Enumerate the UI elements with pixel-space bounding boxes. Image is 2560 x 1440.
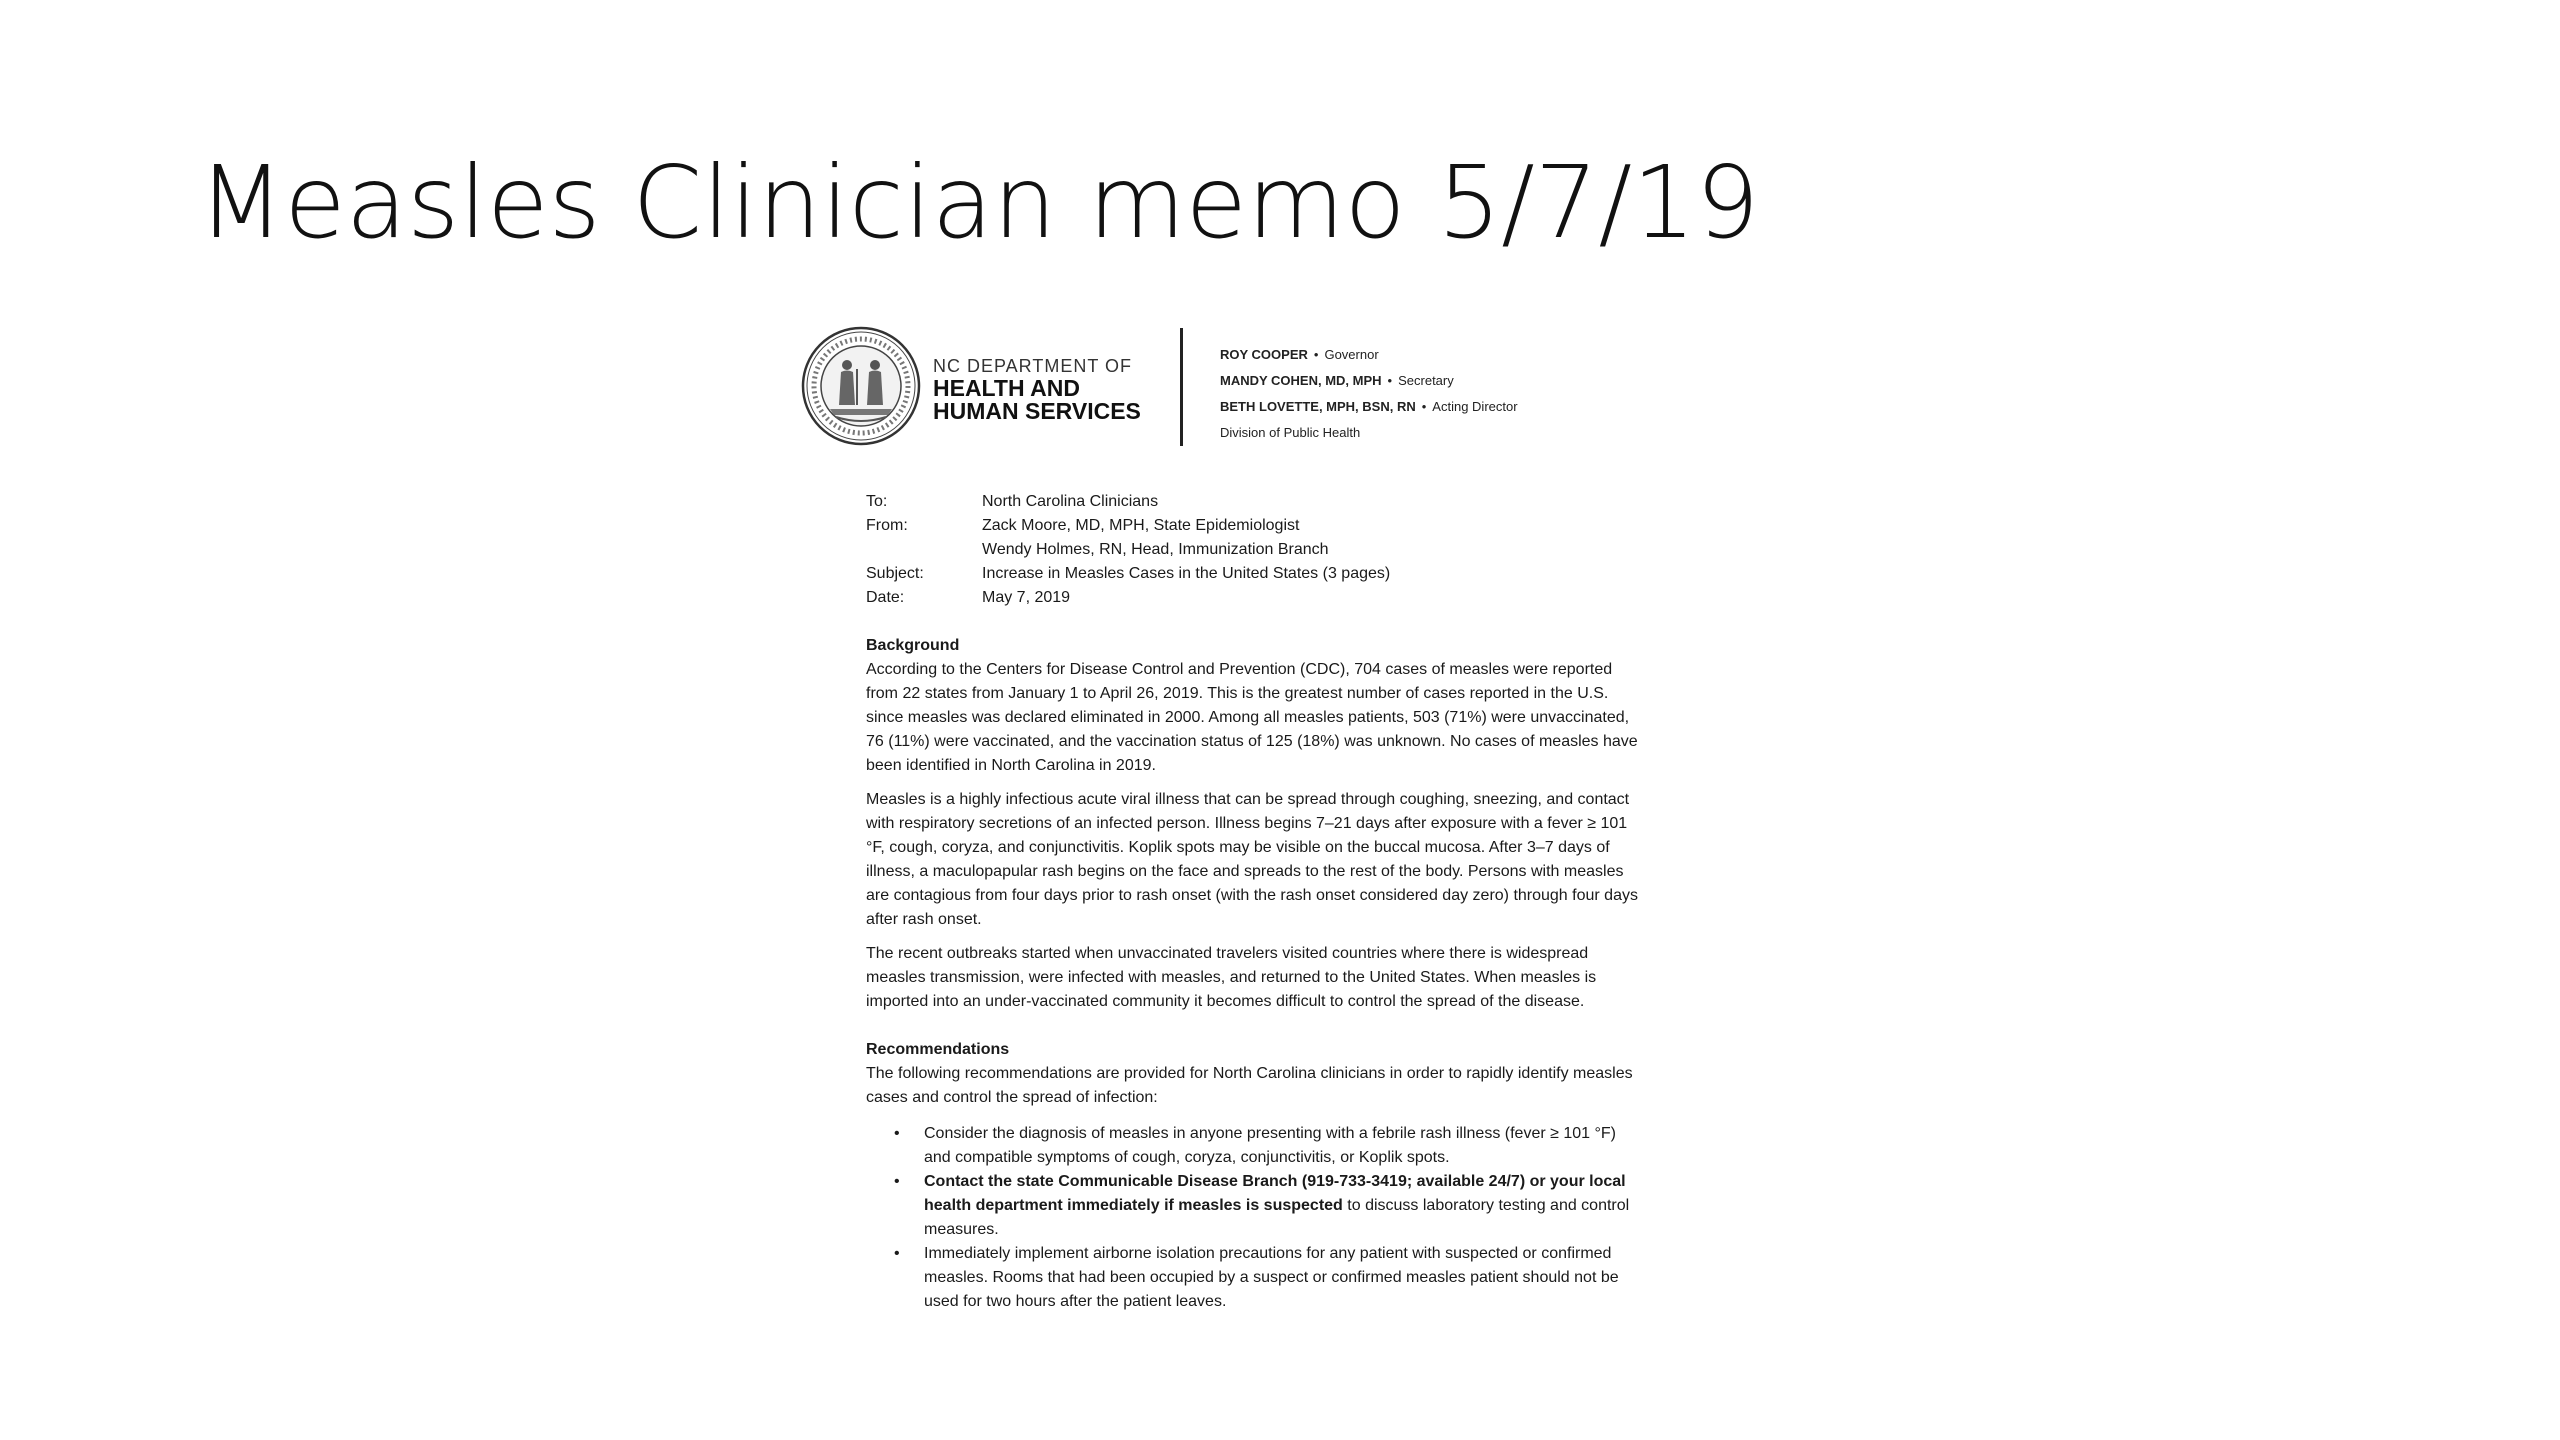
memo-header-fields <box>866 490 1586 610</box>
official-name: BETH LOVETTE, MPH, BSN, RN <box>1220 399 1416 414</box>
header-field-date <box>866 586 1586 610</box>
field-value: North Carolina Clinicians <box>982 493 1159 510</box>
field-label <box>866 538 982 562</box>
letterhead <box>800 322 1640 450</box>
background-paragraph: The recent outbreaks started when unvaccinated travelers visited countries where there is widespread measles transmission, were infected with measles, and returned to the United States. When measles is imported into an under-vaccinated community it becomes difficult to control the spread of the disease. <box>866 945 1597 1010</box>
field-value: Increase in Measles Cases in the United States (3 pages) <box>982 565 1391 582</box>
dept-line3: HUMAN SERVICES <box>933 398 1141 424</box>
officials-list <box>1220 342 1518 446</box>
recommendation-item <box>894 1242 1641 1314</box>
official-secretary: MANDY COHEN, MD, MPH • Secretary <box>1220 373 1454 388</box>
memo-document <box>800 322 1640 1352</box>
bullet-icon: • <box>894 1245 900 1262</box>
nc-state-seal-icon <box>800 325 922 447</box>
field-label: Subject: <box>866 565 924 582</box>
recommendation-text: Immediately implement airborne isolation precautions for any patient with suspected or confirmed measles. Rooms that had been occupied by a suspect or confirmed measles patient should not be used for two hours after the patient leaves. <box>924 1245 1619 1310</box>
recommendations-list <box>866 1122 1641 1314</box>
bullet-icon: • <box>894 1125 900 1142</box>
official-title: Secretary <box>1398 373 1454 388</box>
recommendation-text: Consider the diagnosis of measles in anyone presenting with a febrile rash illness (fever ≥ 101 °F) and compatible symptoms of cough, coryza, conjunctivitis, or Koplik spots. <box>924 1125 1616 1166</box>
letterhead-divider <box>1180 328 1183 446</box>
official-title: Governor <box>1324 347 1379 362</box>
field-label: From: <box>866 517 908 534</box>
recommendation-item <box>894 1122 1641 1170</box>
department-name <box>933 356 1173 423</box>
official-name: MANDY COHEN, MD, MPH <box>1220 373 1382 388</box>
official-name: ROY COOPER <box>1220 347 1308 362</box>
slide-title: Measles Clinician memo 5/7/19 <box>198 144 1760 261</box>
header-field-subject <box>866 562 1586 586</box>
official-governor: ROY COOPER • Governor <box>1220 347 1379 362</box>
field-value: May 7, 2019 <box>982 589 1071 606</box>
background-paragraph: According to the Centers for Disease Control and Prevention (CDC), 704 cases of measles were reported from 22 states from January 1 to April 26, 2019. This is the greatest number of cases reported in the U.S. since measles was declared eliminated in 2000. Among all measles patients, 503 (71%) were unvaccinated, 76 (11%) were vaccinated, and the vaccination status of 125 (18%) was unknown. No cases of measles have been identified in North Carolina in 2019. <box>866 661 1638 774</box>
division-name: Division of Public Health <box>1220 425 1361 440</box>
background-paragraph: Measles is a highly infectious acute viral illness that can be spread through coughing, sneezing, and contact with respiratory secretions of an infected person. Illness begins 7–21 days after exposure with a fever ≥ 101 °F, cough, coryza, and conjunctivitis. Koplik spots may be visible on the buccal mucosa. After 3–7 days of illness, a maculopapular rash begins on the face and spreads to the rest of the body. Persons with measles are contagious from four days prior to rash onset (with the rash onset considered day zero) through four days after rash onset. <box>866 791 1638 928</box>
recommendation-item <box>894 1170 1641 1242</box>
memo-body <box>866 634 1641 1314</box>
header-field-from <box>866 514 1586 538</box>
recommendation-bold: Contact the state Communicable Disease Branch (919-733-3419; available 24/7) or your local health department immediately if measles is suspected <box>924 1173 1626 1214</box>
header-field-from-2 <box>866 538 1586 562</box>
bullet-icon: • <box>894 1173 900 1190</box>
field-label: To: <box>866 493 888 510</box>
field-value: Zack Moore, MD, MPH, State Epidemiologist <box>982 517 1300 534</box>
recommendation-text: to discuss laboratory testing and control measures. <box>924 1197 1630 1238</box>
header-field-to <box>866 490 1586 514</box>
background-heading: Background <box>866 637 960 654</box>
field-label: Date: <box>866 589 905 606</box>
recommendations-heading: Recommendations <box>866 1041 1010 1058</box>
official-title: Acting Director <box>1432 399 1518 414</box>
dept-line1: NC DEPARTMENT OF <box>933 356 1133 376</box>
field-value: Wendy Holmes, RN, Head, Immunization Branch <box>982 541 1329 558</box>
official-director: BETH LOVETTE, MPH, BSN, RN • Acting Director <box>1220 399 1518 414</box>
dept-line2: HEALTH AND <box>933 375 1080 401</box>
recommendations-intro: The following recommendations are provided for North Carolina clinicians in order to rapidly identify measles cases and control the spread of infection: <box>866 1065 1633 1106</box>
